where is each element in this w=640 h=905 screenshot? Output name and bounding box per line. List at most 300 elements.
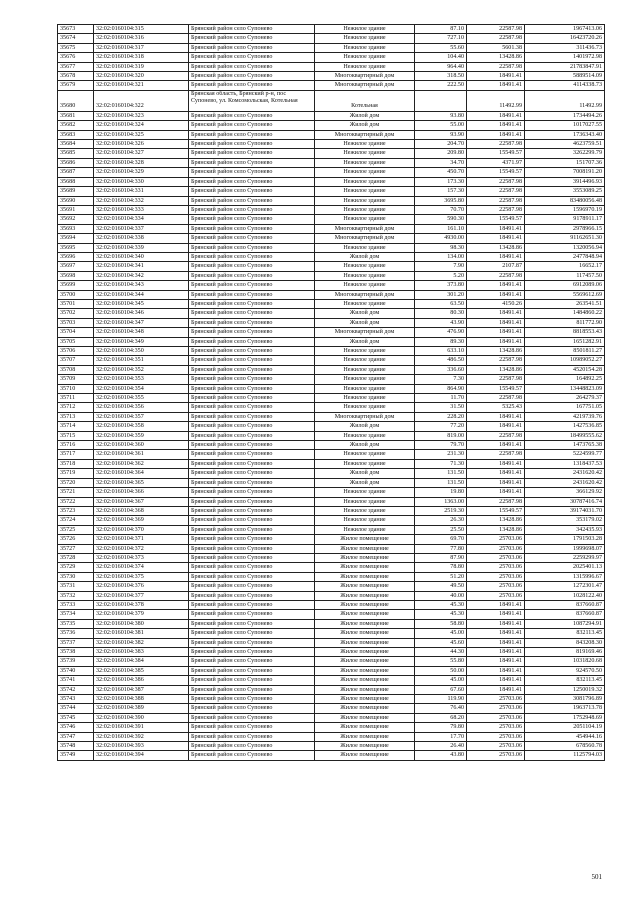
value-cell: 1017027.55 — [525, 121, 605, 130]
value-cell: 1427536.85 — [525, 422, 605, 431]
row-id-cell: 35747 — [58, 732, 94, 741]
object-type-cell: Жилой дом — [315, 111, 415, 120]
address-cell: Брянский район село Супонево — [189, 111, 315, 120]
row-id-cell: 35748 — [58, 742, 94, 751]
object-type-cell: Многоквартирный дом — [315, 412, 415, 421]
address-cell: Брянский район село Супонево — [189, 281, 315, 290]
area-cell: 11.70 — [415, 394, 467, 403]
area-cell: 318.50 — [415, 72, 467, 81]
area-cell: 157.30 — [415, 187, 467, 196]
cadastral-number-cell: 32:02:0160104:321 — [94, 81, 189, 90]
address-cell: Брянский район село Супонево — [189, 412, 315, 421]
area-cell: 71.30 — [415, 459, 467, 468]
address-cell: Брянский район село Супонево — [189, 121, 315, 130]
object-type-cell: Нежилое здание — [315, 497, 415, 506]
address-cell: Брянский район село Супонево — [189, 422, 315, 431]
object-type-cell: Жилой дом — [315, 318, 415, 327]
cadastral-number-cell: 32:02:0160104:344 — [94, 290, 189, 299]
rate-cell: 18491.41 — [467, 309, 525, 318]
cadastral-number-cell: 32:02:0160104:324 — [94, 121, 189, 130]
cadastral-number-cell: 32:02:0160104:391 — [94, 723, 189, 732]
value-cell: 3553089.25 — [525, 187, 605, 196]
value-cell: 7008191.20 — [525, 168, 605, 177]
cadastral-number-cell: 32:02:0160104:370 — [94, 525, 189, 534]
object-type-cell: Многоквартирный дом — [315, 290, 415, 299]
area-cell: 87.90 — [415, 553, 467, 562]
area-cell: 58.80 — [415, 619, 467, 628]
area-cell: 68.20 — [415, 713, 467, 722]
area-cell: 77.20 — [415, 422, 467, 431]
value-cell: 4114338.73 — [525, 81, 605, 90]
row-id-cell: 35684 — [58, 140, 94, 149]
row-id-cell: 35675 — [58, 43, 94, 52]
table-row — [58, 441, 605, 450]
cadastral-number-cell: 32:02:0160104:342 — [94, 271, 189, 280]
rate-cell: 5325.43 — [467, 403, 525, 412]
table-row — [58, 535, 605, 544]
rate-cell: 18491.41 — [467, 619, 525, 628]
address-cell: Брянский район село Супонево — [189, 81, 315, 90]
value-cell: 3081796.89 — [525, 695, 605, 704]
table-row — [58, 158, 605, 167]
rate-cell: 18491.41 — [467, 459, 525, 468]
address-cell: Брянский район село Супонево — [189, 243, 315, 252]
area-cell: 26.40 — [415, 742, 467, 751]
address-cell: Брянский район село Супонево — [189, 478, 315, 487]
value-cell: 1967413.06 — [525, 25, 605, 34]
cadastral-number-cell: 32:02:0160104:339 — [94, 243, 189, 252]
row-id-cell: 35732 — [58, 591, 94, 600]
table-row — [58, 81, 605, 90]
address-cell: Брянский район село Супонево — [189, 676, 315, 685]
rate-cell: 13428.86 — [467, 525, 525, 534]
rate-cell: 22587.98 — [467, 177, 525, 186]
table-row — [58, 25, 605, 34]
row-id-cell: 35673 — [58, 25, 94, 34]
value-cell: 1028122.40 — [525, 591, 605, 600]
rate-cell: 18491.41 — [467, 130, 525, 139]
object-type-cell: Нежилое здание — [315, 488, 415, 497]
row-id-cell: 35686 — [58, 158, 94, 167]
rate-cell: 18491.41 — [467, 337, 525, 346]
row-id-cell: 35722 — [58, 497, 94, 506]
address-cell: Брянский район село Супонево — [189, 525, 315, 534]
rate-cell: 22587.98 — [467, 431, 525, 440]
row-id-cell: 35694 — [58, 234, 94, 243]
rate-cell: 25703.06 — [467, 582, 525, 591]
address-cell: Брянский район село Супонево — [189, 384, 315, 393]
area-cell: 45.30 — [415, 600, 467, 609]
cadastral-number-cell: 32:02:0160104:318 — [94, 53, 189, 62]
address-cell: Брянский район село Супонево — [189, 72, 315, 81]
table-row — [58, 610, 605, 619]
row-id-cell: 35703 — [58, 318, 94, 327]
cadastral-number-cell: 32:02:0160104:373 — [94, 553, 189, 562]
cadastral-number-cell: 32:02:0160104:389 — [94, 704, 189, 713]
rate-cell: 25703.06 — [467, 713, 525, 722]
table-row — [58, 431, 605, 440]
address-cell: Брянский район село Супонево — [189, 262, 315, 271]
row-id-cell: 35716 — [58, 441, 94, 450]
value-cell: 837660.87 — [525, 600, 605, 609]
row-id-cell: 35736 — [58, 629, 94, 638]
address-cell: Брянский район село Супонево — [189, 365, 315, 374]
rate-cell: 18491.41 — [467, 488, 525, 497]
object-type-cell: Нежилое здание — [315, 271, 415, 280]
value-cell: 3914496.93 — [525, 177, 605, 186]
row-id-cell: 35719 — [58, 469, 94, 478]
object-type-cell: Многоквартирный дом — [315, 328, 415, 337]
row-id-cell: 35690 — [58, 196, 94, 205]
rate-cell: 15549.57 — [467, 168, 525, 177]
cadastral-number-cell: 32:02:0160104:343 — [94, 281, 189, 290]
object-type-cell: Жилое помещение — [315, 629, 415, 638]
object-type-cell: Жилое помещение — [315, 535, 415, 544]
value-cell: 5889514.09 — [525, 72, 605, 81]
value-cell: 8501811.27 — [525, 347, 605, 356]
rate-cell: 25703.06 — [467, 695, 525, 704]
rate-cell: 25703.06 — [467, 742, 525, 751]
row-id-cell: 35677 — [58, 62, 94, 71]
object-type-cell: Нежилое здание — [315, 431, 415, 440]
row-id-cell: 35702 — [58, 309, 94, 318]
object-type-cell: Жилой дом — [315, 478, 415, 487]
area-cell: 93.90 — [415, 130, 467, 139]
row-id-cell: 35735 — [58, 619, 94, 628]
address-cell: Брянский район село Супонево — [189, 441, 315, 450]
cadastral-number-cell: 32:02:0160104:368 — [94, 506, 189, 515]
cadastral-number-cell: 32:02:0160104:382 — [94, 638, 189, 647]
cadastral-number-cell: 32:02:0160104:325 — [94, 130, 189, 139]
rate-cell: 22587.98 — [467, 497, 525, 506]
object-type-cell: Нежилое здание — [315, 299, 415, 308]
rate-cell: 25703.06 — [467, 572, 525, 581]
table-row — [58, 111, 605, 120]
value-cell: 16423720.26 — [525, 34, 605, 43]
row-id-cell: 35687 — [58, 168, 94, 177]
address-cell: Брянский район село Супонево — [189, 723, 315, 732]
cadastral-number-cell: 32:02:0160104:366 — [94, 488, 189, 497]
cadastral-number-cell: 32:02:0160104:326 — [94, 140, 189, 149]
value-cell: 811772.90 — [525, 318, 605, 327]
address-cell: Брянский район село Супонево — [189, 657, 315, 666]
area-cell: 49.50 — [415, 582, 467, 591]
table-row — [58, 72, 605, 81]
table-row — [58, 356, 605, 365]
area-cell: 301.20 — [415, 290, 467, 299]
address-cell: Брянский район село Супонево — [189, 591, 315, 600]
object-type-cell: Многоквартирный дом — [315, 130, 415, 139]
address-cell: Брянский район село Супонево — [189, 140, 315, 149]
row-id-cell: 35717 — [58, 450, 94, 459]
value-cell: 678560.78 — [525, 742, 605, 751]
cadastral-number-cell: 32:02:0160104:338 — [94, 234, 189, 243]
address-cell: Брянский район село Супонево — [189, 347, 315, 356]
table-row — [58, 732, 605, 741]
table-row — [58, 516, 605, 525]
cadastral-number-cell: 32:02:0160104:371 — [94, 535, 189, 544]
rate-cell: 13428.86 — [467, 516, 525, 525]
area-cell: 77.80 — [415, 544, 467, 553]
address-cell: Брянский район село Супонево — [189, 394, 315, 403]
address-cell: Брянский район село Супонево — [189, 600, 315, 609]
area-cell: 209.80 — [415, 149, 467, 158]
row-id-cell: 35745 — [58, 713, 94, 722]
area-cell: 373.80 — [415, 281, 467, 290]
cadastral-number-cell: 32:02:0160104:315 — [94, 25, 189, 34]
cadastral-number-cell: 32:02:0160104:379 — [94, 610, 189, 619]
cadastral-number-cell: 32:02:0160104:388 — [94, 695, 189, 704]
cadastral-number-cell: 32:02:0160104:322 — [94, 90, 189, 111]
table-row — [58, 43, 605, 52]
table-row — [58, 394, 605, 403]
table-row — [58, 563, 605, 572]
row-id-cell: 35711 — [58, 394, 94, 403]
cadastral-number-cell: 32:02:0160104:357 — [94, 412, 189, 421]
table-row — [58, 685, 605, 694]
row-id-cell: 35678 — [58, 72, 94, 81]
area-cell: 40.00 — [415, 591, 467, 600]
cadastral-number-cell: 32:02:0160104:316 — [94, 34, 189, 43]
rate-cell: 18491.41 — [467, 676, 525, 685]
value-cell: 2051104.19 — [525, 723, 605, 732]
address-cell: Брянский район село Супонево — [189, 318, 315, 327]
value-cell: 1963713.78 — [525, 704, 605, 713]
cadastral-number-cell: 32:02:0160104:355 — [94, 394, 189, 403]
rate-cell: 22587.98 — [467, 140, 525, 149]
rate-cell: 25703.06 — [467, 535, 525, 544]
address-cell: Брянская область, Брянский р-н, пос Супонево, ул. Комсомольская, Котельная — [189, 90, 315, 111]
row-id-cell: 35682 — [58, 121, 94, 130]
area-cell: 79.80 — [415, 723, 467, 732]
value-cell: 1473765.38 — [525, 441, 605, 450]
rate-cell: 11492.99 — [467, 90, 525, 111]
row-id-cell: 35704 — [58, 328, 94, 337]
object-type-cell: Жилое помещение — [315, 742, 415, 751]
table-row — [58, 412, 605, 421]
object-type-cell: Нежилое здание — [315, 516, 415, 525]
row-id-cell: 35707 — [58, 356, 94, 365]
area-cell: 69.70 — [415, 535, 467, 544]
area-cell: 55.00 — [415, 121, 467, 130]
row-id-cell: 35680 — [58, 90, 94, 111]
address-cell: Брянский район село Супонево — [189, 713, 315, 722]
row-id-cell: 35696 — [58, 252, 94, 261]
rate-cell: 15549.57 — [467, 215, 525, 224]
object-type-cell: Жилое помещение — [315, 713, 415, 722]
table-row — [58, 459, 605, 468]
value-cell: 1315996.67 — [525, 572, 605, 581]
value-cell: 353179.02 — [525, 516, 605, 525]
address-cell: Брянский район село Супонево — [189, 168, 315, 177]
cadastral-number-cell: 32:02:0160104:345 — [94, 299, 189, 308]
row-id-cell: 35739 — [58, 657, 94, 666]
table-row — [58, 177, 605, 186]
address-cell: Брянский район село Супонево — [189, 224, 315, 233]
rate-cell: 18491.41 — [467, 469, 525, 478]
table-row — [58, 215, 605, 224]
area-cell: 590.30 — [415, 215, 467, 224]
table-row — [58, 488, 605, 497]
value-cell: 4219739.76 — [525, 412, 605, 421]
area-cell: 89.30 — [415, 337, 467, 346]
address-cell: Брянский район село Супонево — [189, 187, 315, 196]
value-cell: 1087294.91 — [525, 619, 605, 628]
value-cell: 2431620.42 — [525, 478, 605, 487]
rate-cell: 25703.06 — [467, 553, 525, 562]
cadastral-number-cell: 32:02:0160104:386 — [94, 676, 189, 685]
table-row — [58, 375, 605, 384]
row-id-cell: 35743 — [58, 695, 94, 704]
object-type-cell: Жилой дом — [315, 337, 415, 346]
rate-cell: 25703.06 — [467, 544, 525, 553]
object-type-cell: Нежилое здание — [315, 177, 415, 186]
address-cell: Брянский район село Супонево — [189, 290, 315, 299]
address-cell: Брянский район село Супонево — [189, 337, 315, 346]
rate-cell: 18491.41 — [467, 318, 525, 327]
table-row — [58, 544, 605, 553]
address-cell: Брянский район село Супонево — [189, 469, 315, 478]
address-cell: Брянский район село Супонево — [189, 215, 315, 224]
value-cell: 924570.50 — [525, 666, 605, 675]
rate-cell: 22587.98 — [467, 375, 525, 384]
object-type-cell: Жилое помещение — [315, 666, 415, 675]
object-type-cell: Нежилое здание — [315, 506, 415, 515]
value-cell: 2025401.13 — [525, 563, 605, 572]
area-cell: 31.50 — [415, 403, 467, 412]
address-cell: Брянский район село Супонево — [189, 553, 315, 562]
table-row — [58, 657, 605, 666]
value-cell: 837660.87 — [525, 610, 605, 619]
area-cell: 231.30 — [415, 450, 467, 459]
table-row — [58, 318, 605, 327]
area-cell: 44.30 — [415, 648, 467, 657]
table-row — [58, 140, 605, 149]
address-cell: Брянский район село Супонево — [189, 431, 315, 440]
row-id-cell: 35715 — [58, 431, 94, 440]
object-type-cell: Нежилое здание — [315, 243, 415, 252]
area-cell: 25.50 — [415, 525, 467, 534]
object-type-cell: Жилое помещение — [315, 600, 415, 609]
area-cell: 7.90 — [415, 262, 467, 271]
cadastral-number-cell: 32:02:0160104:329 — [94, 168, 189, 177]
row-id-cell: 35730 — [58, 572, 94, 581]
value-cell: 164892.25 — [525, 375, 605, 384]
area-cell: 204.70 — [415, 140, 467, 149]
area-cell: 633.10 — [415, 347, 467, 356]
object-type-cell: Жилое помещение — [315, 723, 415, 732]
rate-cell: 25703.06 — [467, 751, 525, 760]
value-cell: 366129.92 — [525, 488, 605, 497]
table-row — [58, 309, 605, 318]
value-cell: 167751.05 — [525, 403, 605, 412]
rate-cell: 13428.86 — [467, 53, 525, 62]
object-type-cell: Нежилое здание — [315, 450, 415, 459]
value-cell: 3262299.79 — [525, 149, 605, 158]
table-row — [58, 337, 605, 346]
value-cell: 117457.50 — [525, 271, 605, 280]
rate-cell: 18491.41 — [467, 121, 525, 130]
row-id-cell: 35721 — [58, 488, 94, 497]
area-cell: 45.30 — [415, 610, 467, 619]
address-cell: Брянский район село Супонево — [189, 629, 315, 638]
address-cell: Брянский район село Супонево — [189, 459, 315, 468]
rate-cell: 15549.57 — [467, 149, 525, 158]
cadastral-number-cell: 32:02:0160104:393 — [94, 742, 189, 751]
object-type-cell: Нежилое здание — [315, 394, 415, 403]
cadastral-number-cell: 32:02:0160104:358 — [94, 422, 189, 431]
area-cell: 7.30 — [415, 375, 467, 384]
address-cell: Брянский район село Супонево — [189, 516, 315, 525]
cadastral-number-cell: 32:02:0160104:392 — [94, 732, 189, 741]
row-id-cell: 35713 — [58, 412, 94, 421]
rate-cell: 18491.41 — [467, 478, 525, 487]
value-cell: 5569612.69 — [525, 290, 605, 299]
row-id-cell: 35720 — [58, 478, 94, 487]
table-row — [58, 262, 605, 271]
value-cell: 843208.30 — [525, 638, 605, 647]
area-cell — [415, 90, 467, 111]
cadastral-number-cell: 32:02:0160104:337 — [94, 224, 189, 233]
row-id-cell: 35705 — [58, 337, 94, 346]
cadastral-number-cell: 32:02:0160104:364 — [94, 469, 189, 478]
address-cell: Брянский район село Супонево — [189, 497, 315, 506]
cadastral-number-cell: 32:02:0160104:351 — [94, 356, 189, 365]
area-cell: 161.10 — [415, 224, 467, 233]
object-type-cell: Жилое помещение — [315, 572, 415, 581]
area-cell: 819.00 — [415, 431, 467, 440]
value-cell: 8818553.43 — [525, 328, 605, 337]
object-type-cell: Нежилое здание — [315, 34, 415, 43]
table-row — [58, 553, 605, 562]
area-cell: 1363.00 — [415, 497, 467, 506]
value-cell: 16652.17 — [525, 262, 605, 271]
address-cell: Брянский район село Супонево — [189, 53, 315, 62]
page-number: 501 — [591, 873, 602, 881]
table-body — [58, 25, 605, 761]
row-id-cell: 35740 — [58, 666, 94, 675]
rate-cell: 18491.41 — [467, 111, 525, 120]
table-row — [58, 205, 605, 214]
cadastral-number-cell: 32:02:0160104:319 — [94, 62, 189, 71]
address-cell: Брянский район село Супонево — [189, 234, 315, 243]
cadastral-number-cell: 32:02:0160104:376 — [94, 582, 189, 591]
rate-cell: 22587.98 — [467, 271, 525, 280]
object-type-cell: Нежилое здание — [315, 403, 415, 412]
area-cell: 450.70 — [415, 168, 467, 177]
table-row — [58, 90, 605, 111]
cadastral-number-cell: 32:02:0160104:365 — [94, 478, 189, 487]
table-row — [58, 62, 605, 71]
area-cell: 78.80 — [415, 563, 467, 572]
object-type-cell: Жилой дом — [315, 121, 415, 130]
rate-cell: 25703.06 — [467, 563, 525, 572]
cadastral-number-cell: 32:02:0160104:377 — [94, 591, 189, 600]
table-row — [58, 600, 605, 609]
address-cell: Брянский район село Супонево — [189, 403, 315, 412]
rate-cell: 18491.41 — [467, 224, 525, 233]
address-cell: Брянский район село Супонево — [189, 488, 315, 497]
area-cell: 727.10 — [415, 34, 467, 43]
table-row — [58, 723, 605, 732]
area-cell: 17.70 — [415, 732, 467, 741]
address-cell: Брянский район село Супонево — [189, 450, 315, 459]
table-row — [58, 149, 605, 158]
area-cell: 50.00 — [415, 666, 467, 675]
address-cell: Брянский район село Супонево — [189, 356, 315, 365]
area-cell: 45.00 — [415, 629, 467, 638]
area-cell: 45.60 — [415, 638, 467, 647]
